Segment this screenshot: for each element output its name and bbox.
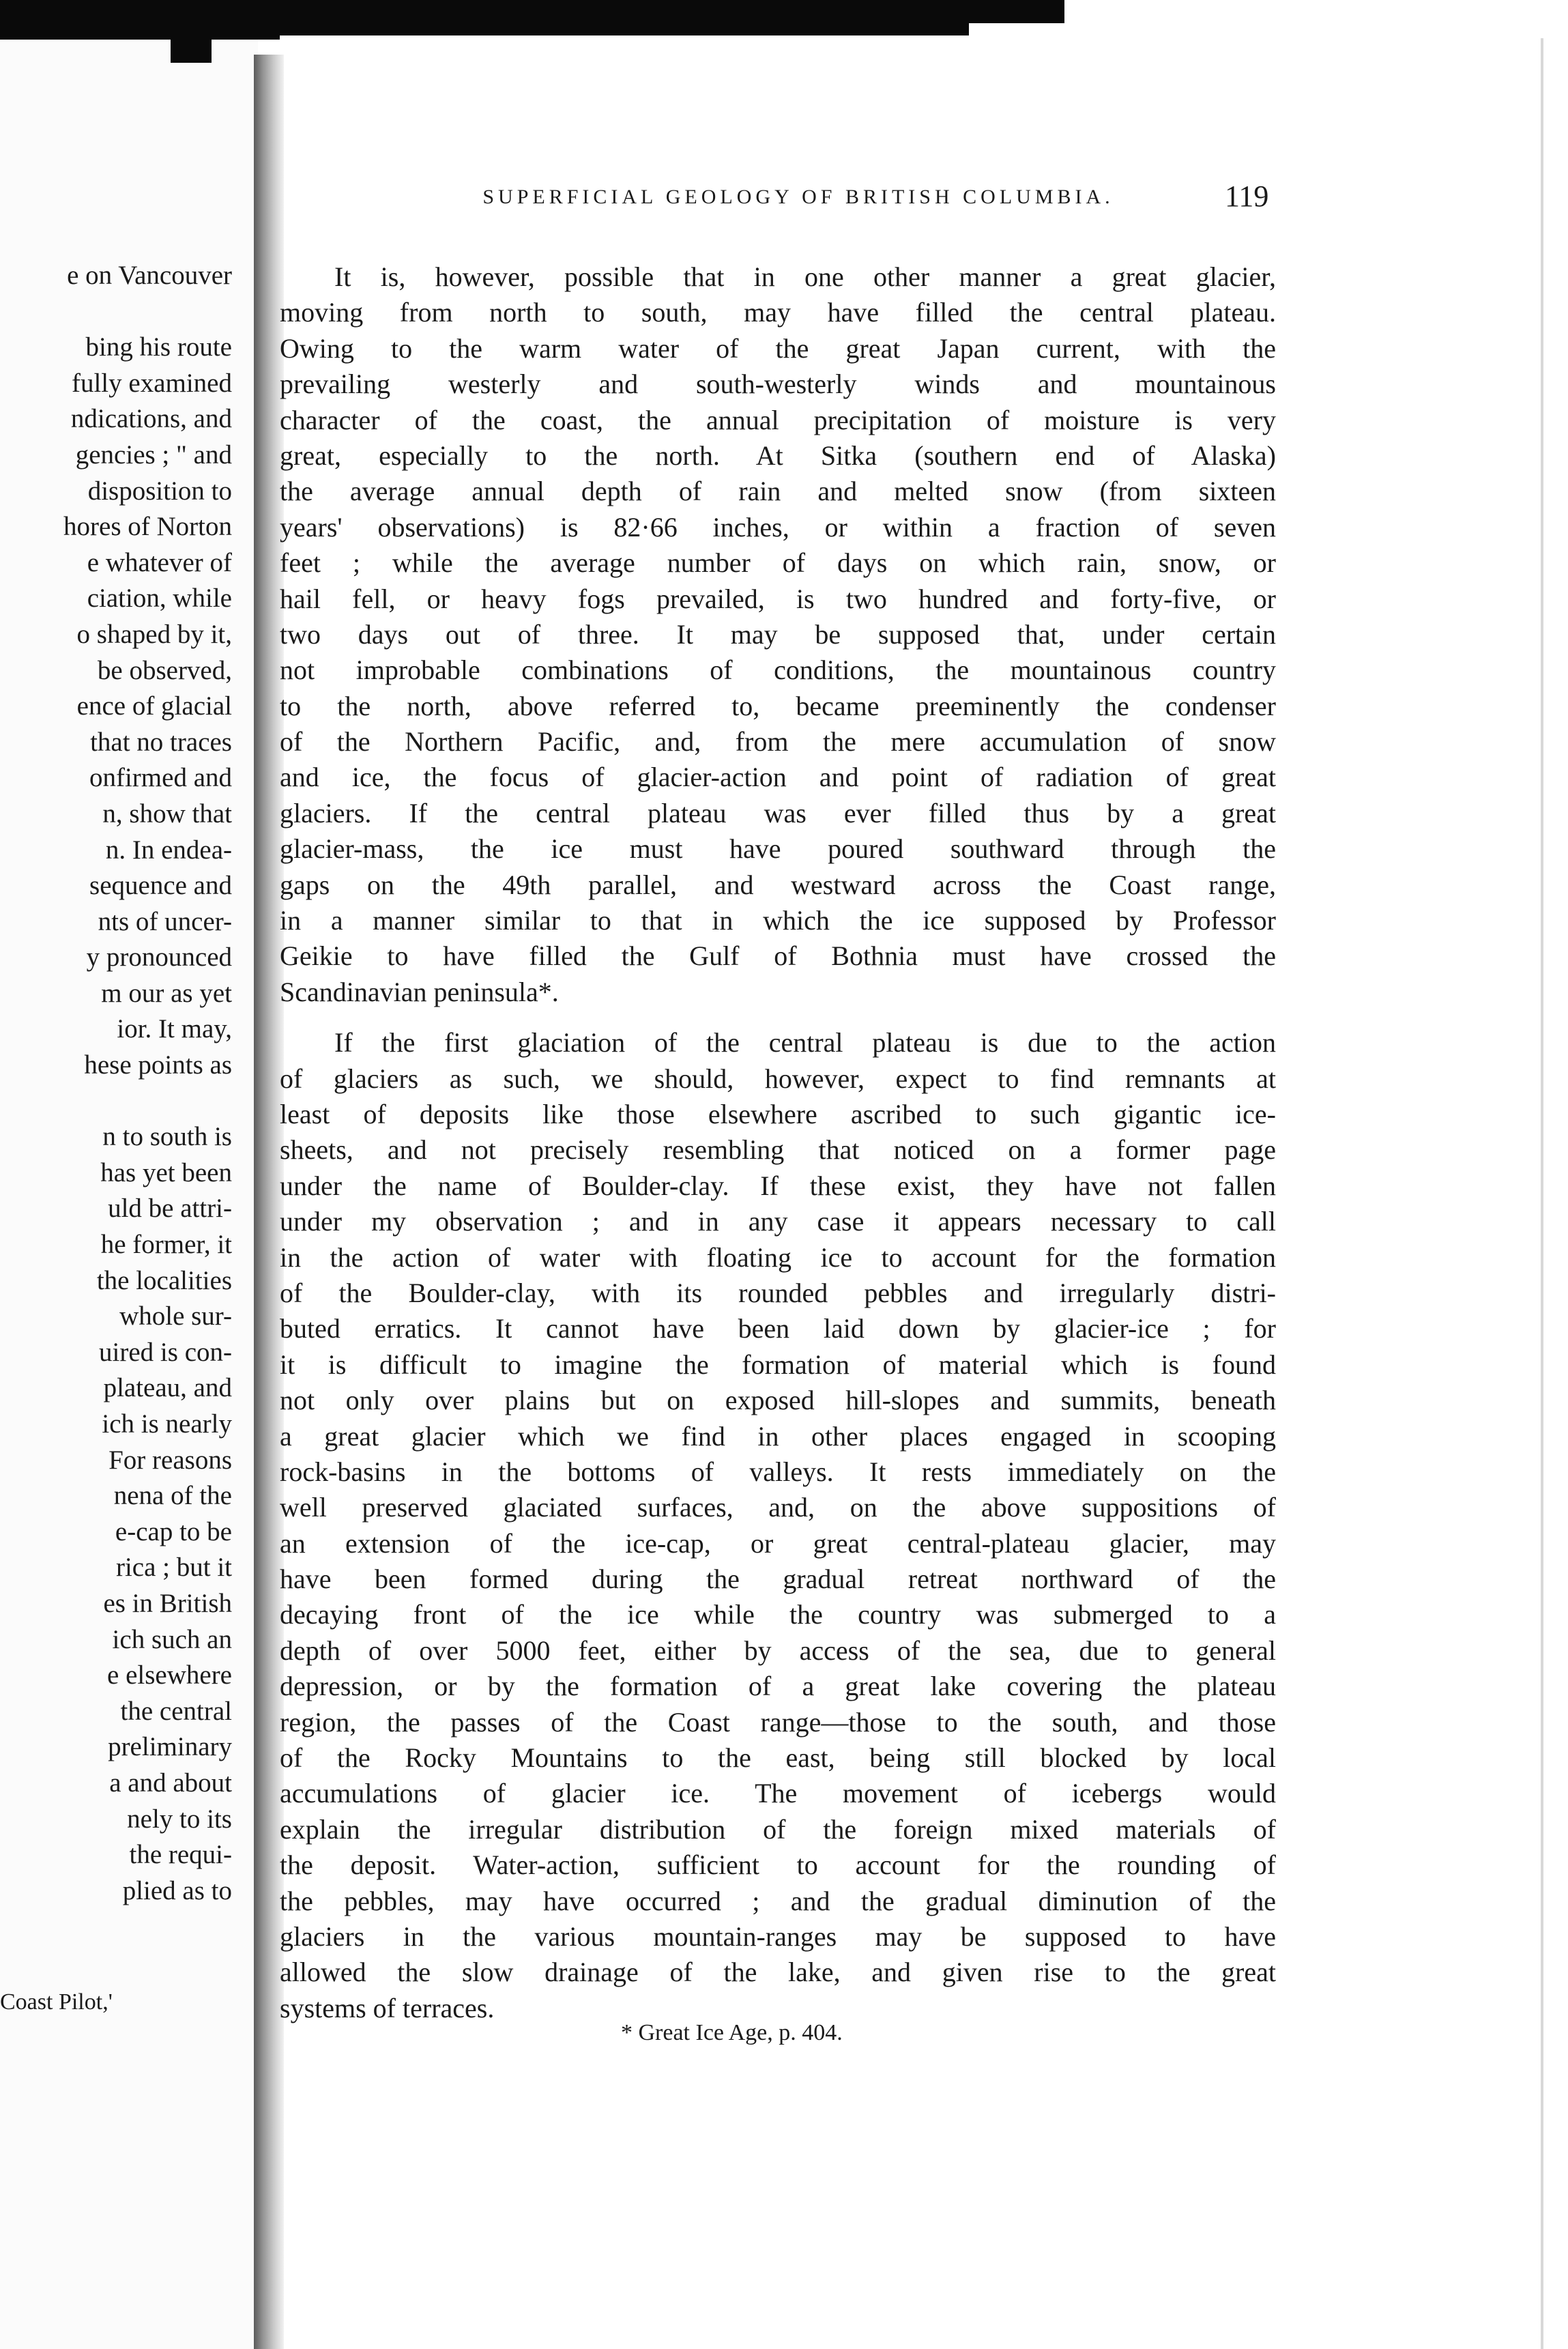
text-line: gaps on the 49th parallel, and westward across the Coast range, — [280, 869, 1276, 900]
footnote: * Great Ice Age, p. 404. — [621, 2020, 843, 2045]
page-number: 119 — [1225, 179, 1269, 213]
text-line: years' observations) is 82·66 inches, or within a fraction of seven — [280, 511, 1276, 543]
left-fragment-line: a and about — [109, 1768, 232, 1798]
left-fragment-line: hese points as — [84, 1050, 232, 1080]
text-line: it is difficult to imagine the formation of material which is found — [280, 1349, 1276, 1380]
left-fragment-line: ndications, and — [70, 404, 232, 434]
left-fragment-line: he former, it — [100, 1230, 232, 1260]
left-fragment-line: e-cap to be — [115, 1516, 232, 1546]
left-fragment-line: plateau, and — [103, 1373, 232, 1403]
text-line: feet ; while the average number of days on which rain, snow, or — [280, 547, 1276, 579]
left-fragment-line — [0, 294, 232, 330]
text-line: glacier-mass, the ice must have poured southward through the — [280, 833, 1276, 865]
text-line: hail fell, or heavy fogs prevailed, is two hundred and forty-five, or — [280, 583, 1276, 614]
left-fragment-line: onfirmed and — [89, 763, 232, 793]
scan-border-top — [0, 0, 969, 40]
left-page-footnote: Coast Pilot,' — [0, 1989, 113, 2015]
text-line: Geikie to have filled the Gulf of Bothnia must have crossed the — [280, 940, 1276, 972]
paragraph — [280, 1025, 1276, 2026]
text-line: under the name of Boulder-clay. If these exist, they have not fallen — [280, 1170, 1276, 1201]
text-line: the deposit. Water-action, sufficient to account for the rounding of — [280, 1849, 1276, 1881]
left-fragment-line: ior. It may, — [117, 1014, 232, 1044]
text-line: in a manner similar to that in which the ice supposed by Professor — [280, 905, 1276, 936]
text-line: the average annual depth of rain and melted snow (from sixteen — [280, 476, 1276, 507]
text-line: in the action of water with floating ice to account for the formation — [280, 1241, 1276, 1273]
left-fragment-line: n to south is — [102, 1122, 232, 1152]
left-fragment-line: hores of Norton — [63, 512, 232, 542]
left-fragment-line: e elsewhere — [107, 1660, 232, 1690]
left-fragment-line: gencies ; " and — [75, 439, 232, 470]
text-line: character of the coast, the annual precipitation of moisture is very — [280, 404, 1276, 435]
left-fragment-line: o shaped by it, — [76, 619, 232, 649]
text-line: prevailing westerly and south-westerly winds and mountainous — [280, 369, 1276, 400]
scan-mark — [171, 0, 212, 63]
left-fragment-line: fully examined — [71, 368, 232, 398]
text-line: Scandinavian peninsula*. — [280, 976, 559, 1007]
text-line: It is, however, possible that in one other manner a great glacier, — [334, 261, 1276, 292]
left-fragment-line: ciation, while — [87, 583, 232, 614]
left-fragment-line: has yet been — [100, 1157, 232, 1187]
text-line: decaying front of the ice while the country was submerged to a — [280, 1599, 1276, 1630]
text-line: the pebbles, may have occurred ; and the gradual diminution of the — [280, 1885, 1276, 1916]
text-line: glaciers. If the central plateau was ever filled thus by a great — [280, 797, 1276, 828]
paragraph-gap — [280, 1010, 1276, 1025]
left-fragment-line: the localities — [96, 1265, 232, 1295]
text-line: two days out of three. It may be supposed that, under certain — [280, 618, 1276, 650]
text-line: have been formed during the gradual retreat northward of the — [280, 1563, 1276, 1595]
text-line: of the Rocky Mountains to the east, being still blocked by local — [280, 1742, 1276, 1774]
left-fragment-line: n, show that — [102, 798, 232, 828]
body-text — [280, 259, 1276, 2026]
left-fragment-line: that no traces — [90, 727, 232, 757]
text-line: rock-basins in the bottoms of valleys. It rests immediately on the — [280, 1456, 1276, 1487]
text-line: least of deposits like those elsewhere ascribed to such gigantic ice- — [280, 1098, 1276, 1129]
text-line: not only over plains but on exposed hill-slopes and summits, beneath — [280, 1385, 1276, 1416]
text-line: glaciers in the various mountain-ranges may be supposed to have — [280, 1920, 1276, 1952]
text-line: well preserved glaciated surfaces, and, on the above suppositions of — [280, 1492, 1276, 1523]
text-line: sheets, and not precisely resembling that noticed on a former page — [280, 1134, 1276, 1166]
text-line: allowed the slow drainage of the lake, and given rise to the great — [280, 1957, 1276, 1988]
text-line: accumulations of glacier ice. The movement of icebergs would — [280, 1778, 1276, 1809]
left-page-text-fragment — [0, 258, 232, 1909]
left-fragment-line: the requi- — [129, 1840, 232, 1870]
text-line: buted erratics. It cannot have been laid down by glacier-ice ; for — [280, 1313, 1276, 1344]
text-line: depression, or by the formation of a great lake covering the plateau — [280, 1671, 1276, 1702]
left-fragment-line: whole sur- — [119, 1301, 232, 1331]
left-fragment-line: be observed, — [97, 655, 232, 685]
text-line: an extension of the ice-cap, or great central-plateau glacier, may — [280, 1527, 1276, 1559]
paragraph — [280, 259, 1276, 1010]
left-fragment-line: uld be attri- — [108, 1194, 232, 1224]
left-fragment-line: uired is con- — [99, 1337, 232, 1367]
left-fragment-line: m our as yet — [101, 978, 232, 1008]
text-line: not improbable combinations of conditions, the mountainous country — [280, 654, 1276, 686]
left-fragment-line: bing his route — [85, 332, 232, 362]
text-line: systems of terraces. — [280, 1992, 495, 2023]
text-line: of glaciers as such, we should, however, expect to find remnants at — [280, 1063, 1276, 1094]
left-fragment-line: ich such an — [112, 1624, 232, 1654]
left-fragment-line: the central — [120, 1696, 232, 1726]
text-line: of the Boulder-clay, with its rounded pebbles and irregularly distri- — [280, 1277, 1276, 1308]
left-fragment-line: disposition to — [87, 476, 232, 506]
text-line: to the north, above referred to, became preeminently the condenser — [280, 690, 1276, 721]
text-line: a great glacier which we find in other places engaged in scooping — [280, 1420, 1276, 1452]
left-fragment-line: y pronounced — [86, 942, 232, 972]
left-fragment-line: ence of glacial — [76, 691, 232, 721]
left-fragment-line: ich is nearly — [102, 1409, 232, 1439]
text-line: of the Northern Pacific, and, from the mere accumulation of snow — [280, 726, 1276, 758]
text-line: great, especially to the north. At Sitka (southern end of Alaska) — [280, 439, 1276, 471]
text-line: If the first glaciation of the central plateau is due to the action — [334, 1027, 1276, 1058]
text-line: depth of over 5000 feet, either by access of the sea, due to general — [280, 1634, 1276, 1666]
left-fragment-line: rica ; but it — [115, 1553, 232, 1583]
left-fragment-line: nely to its — [127, 1804, 232, 1834]
left-fragment-line: plied as to — [122, 1875, 232, 1905]
left-fragment-line: For reasons — [108, 1445, 232, 1475]
left-fragment-line: e on Vancouver — [67, 261, 232, 290]
left-fragment-line: sequence and — [89, 871, 232, 901]
left-fragment-line: es in British — [103, 1588, 232, 1618]
scan-border-top-right — [955, 0, 1064, 23]
text-line: region, the passes of the Coast range—those to the south, and those — [280, 1706, 1276, 1738]
page-edge-line — [1541, 38, 1543, 2349]
left-fragment-line — [0, 1084, 232, 1120]
text-line: explain the irregular distribution of the foreign mixed materials of — [280, 1813, 1276, 1845]
left-fragment-line: n. In endea- — [105, 835, 232, 865]
running-head: SUPERFICIAL GEOLOGY OF BRITISH COLUMBIA. — [482, 186, 1114, 208]
left-fragment-line: nena of the — [113, 1481, 232, 1511]
text-line: Owing to the warm water of the great Japan current, with the — [280, 332, 1276, 364]
text-line: moving from north to south, may have filled the central plateau. — [280, 297, 1276, 328]
left-fragment-line: preliminary — [108, 1732, 232, 1762]
left-fragment-line: nts of uncer- — [98, 906, 232, 936]
text-line: and ice, the focus of glacier-action and point of radiation of great — [280, 762, 1276, 793]
left-fragment-line: e whatever of — [87, 547, 232, 577]
text-line: under my observation ; and in any case it appears necessary to call — [280, 1206, 1276, 1237]
